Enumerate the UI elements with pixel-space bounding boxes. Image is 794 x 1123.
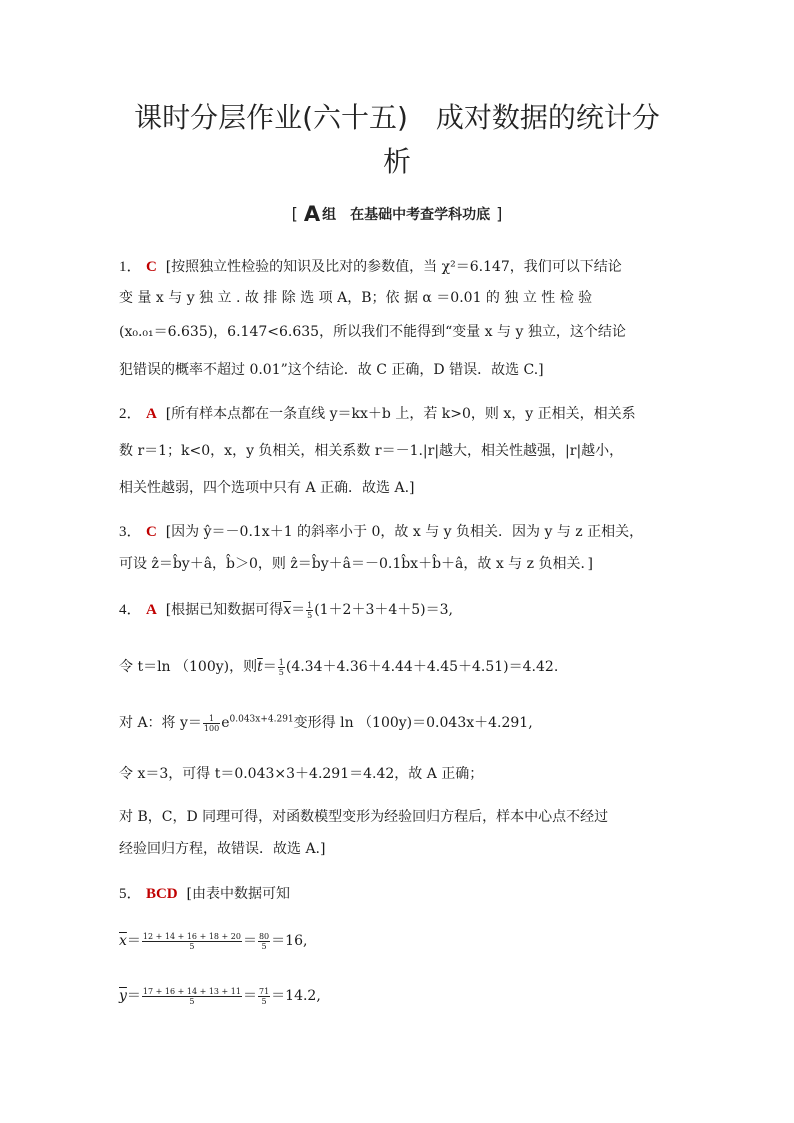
q4-text-3b: e [221, 715, 230, 731]
section-heading [0, 202, 794, 226]
q2-text-1: [所有样本点都在一条直线 y＝kx＋b 上，若 k>0，则 x，y 正相关，相关系 [165, 406, 636, 422]
q4-text-1b: (1＋2＋3＋4＋5)＝3, [314, 602, 454, 618]
q2-line-2: 数 r＝1；k<0，x，y 负相关，相关系数 r＝－1.|r|越大，相关性越强，|r|越小， [119, 443, 624, 459]
q1-text-1: [按照独立性检验的知识及比对的参数值，当 χ²＝6.147，我们可以下结论 [165, 259, 622, 275]
q5-xbar: $\overline{x}$ [119, 933, 127, 949]
q5-y-fraction [142, 987, 242, 1006]
q4-frac3-den: 100 [203, 723, 220, 733]
title-line-1: 课时分层作业(六十五) 成对数据的统计分 [134, 101, 660, 134]
q4-number: 4． [119, 602, 142, 618]
q1-line-2: 变 量 x 与 y 独 立 . 故 排 除 选 项 A，B；依 据 α ＝0.01 的 独 立 性 检 验 [119, 290, 593, 306]
q5-xbar-line: $\overline{x}=$ $\frac{12 + 14 + 16 + 18 + 20}{5}$ ＝ $\frac{80}{5}$ ＝16, [119, 931, 308, 951]
q4-exponent: 0.043x+4.291 [229, 714, 294, 725]
q2-line-3: 相关性越弱，四个选项中只有 A 正确．故选 A.] [119, 480, 415, 496]
q1-answer: C [145, 259, 157, 275]
q5-number: 5． [119, 886, 142, 902]
q5-ybar-line: $\overline{y}=$ $\frac{17 + 16 + 14 + 13 + 11}{5}$ ＝ $\frac{71}{5}$ ＝14.2, [119, 986, 321, 1006]
q4-fraction-1 [306, 601, 313, 620]
q2-number: 2． [119, 406, 142, 422]
q4-line-4: 令 x＝3，可得 t＝0.043×3＋4.291＝4.42，故 A 正确； [119, 766, 484, 782]
q4-line-2: 令 t＝ln （100y)，则$\overline{t}=$ $\frac{1}{5}$ (4.34＋4.36＋4.44＋4.45＋4.51)＝4.42. [119, 657, 559, 677]
q5-y-denominator: 5 [189, 996, 195, 1006]
q1-number: 1． [119, 259, 142, 275]
q1-line-4: 犯错误的概率不超过 0.01”这个结论．故 C 正确，D 错误．故选 C.] [119, 362, 544, 378]
q5-answer: BCD [145, 886, 178, 902]
q5-x-denominator: 5 [189, 941, 195, 951]
q4-xbar: $\overline{x}$ [283, 602, 292, 618]
q4-frac2-den: 5 [278, 667, 284, 677]
q5-x-mid-fraction [258, 932, 270, 951]
section-open-bracket: [ [291, 204, 298, 223]
q5-x-numerator: 12 + 14 + 16 + 18 + 20 [142, 931, 241, 941]
q4-answer: A [145, 602, 157, 618]
page-title [100, 96, 694, 184]
q5-y-mid-fraction [258, 987, 270, 1006]
q4-text-2b: (4.34＋4.36＋4.44＋4.45＋4.51)＝4.42. [285, 659, 559, 675]
q4-frac-den: 5 [307, 610, 313, 620]
q4-fraction-2 [278, 658, 285, 677]
title-line-2: 析 [382, 145, 411, 178]
q5-text-1: [由表中数据可知 [186, 886, 291, 902]
q4-fraction-3 [203, 714, 220, 733]
q4-tbar: $\overline{t}$ [257, 659, 263, 675]
q3-text-1: [因为 ŷ＝－0.1x＋1 的斜率小于 0，故 x 与 y 负相关．因为 y 与 z 正相关， [165, 524, 644, 540]
q5-y-mid-den: 5 [261, 996, 267, 1006]
q3-line-2: 可设 ẑ＝b̂y＋â，b̂＞0，则 ẑ＝b̂y＋â＝－0.1b̂x＋b̂＋â，故 x 与 z 负相关．] [119, 556, 593, 572]
q5-x-mid-num: 80 [258, 931, 270, 941]
q4-line-1: 4． A [根据已知数据可得$\overline{x}=$ $\frac{1}{5}$ (1＋2＋3＋4＋5)＝3, [119, 600, 454, 620]
q3-number: 3． [119, 524, 142, 540]
q4-line-6: 经验回归方程，故错误．故选 A.] [119, 841, 326, 857]
q4-frac-num: 1 [307, 600, 313, 610]
q4-frac2-num: 1 [278, 657, 284, 667]
q2-line-1 [119, 402, 636, 423]
section-badge: A [303, 202, 321, 226]
section-text: 组 在基础中考查学科功底 [322, 207, 491, 223]
q5-y-result: ＝14.2, [271, 988, 321, 1004]
q5-y-mid-num: 71 [258, 986, 270, 996]
q4-text-3a: 对 A：将 y＝ [119, 715, 202, 731]
q4-text-3c: 变形得 ln （100y)＝0.043x＋4.291, [293, 715, 533, 731]
q3-answer: C [145, 524, 157, 540]
q4-line-5: 对 B，C，D 同理可得，对函数模型变形为经验回归方程后，样本中心点不经过 [119, 809, 609, 825]
q1-line-3: (x₀.₀₁＝6.635)，6.147<6.635，所以我们不能得到“变量 x 与 y 独立，这个结论 [119, 324, 626, 340]
q3-line-1 [119, 520, 643, 541]
q5-line-1 [119, 882, 290, 903]
q5-ybar: $\overline{y}$ [119, 988, 127, 1004]
q5-x-mid-den: 5 [261, 941, 267, 951]
q4-frac3-num: 1 [203, 714, 220, 724]
q1-line-1 [119, 255, 622, 276]
q5-x-result: ＝16, [271, 933, 308, 949]
section-close-bracket: ] [496, 204, 503, 223]
q5-y-numerator: 17 + 16 + 14 + 13 + 11 [142, 986, 241, 996]
q4-text-1a: [根据已知数据可得 [165, 602, 284, 618]
q5-x-fraction [142, 932, 242, 951]
q2-answer: A [145, 406, 157, 422]
q4-text-2a: 令 t＝ln （100y)，则 [119, 659, 258, 675]
q4-line-3 [119, 712, 533, 733]
